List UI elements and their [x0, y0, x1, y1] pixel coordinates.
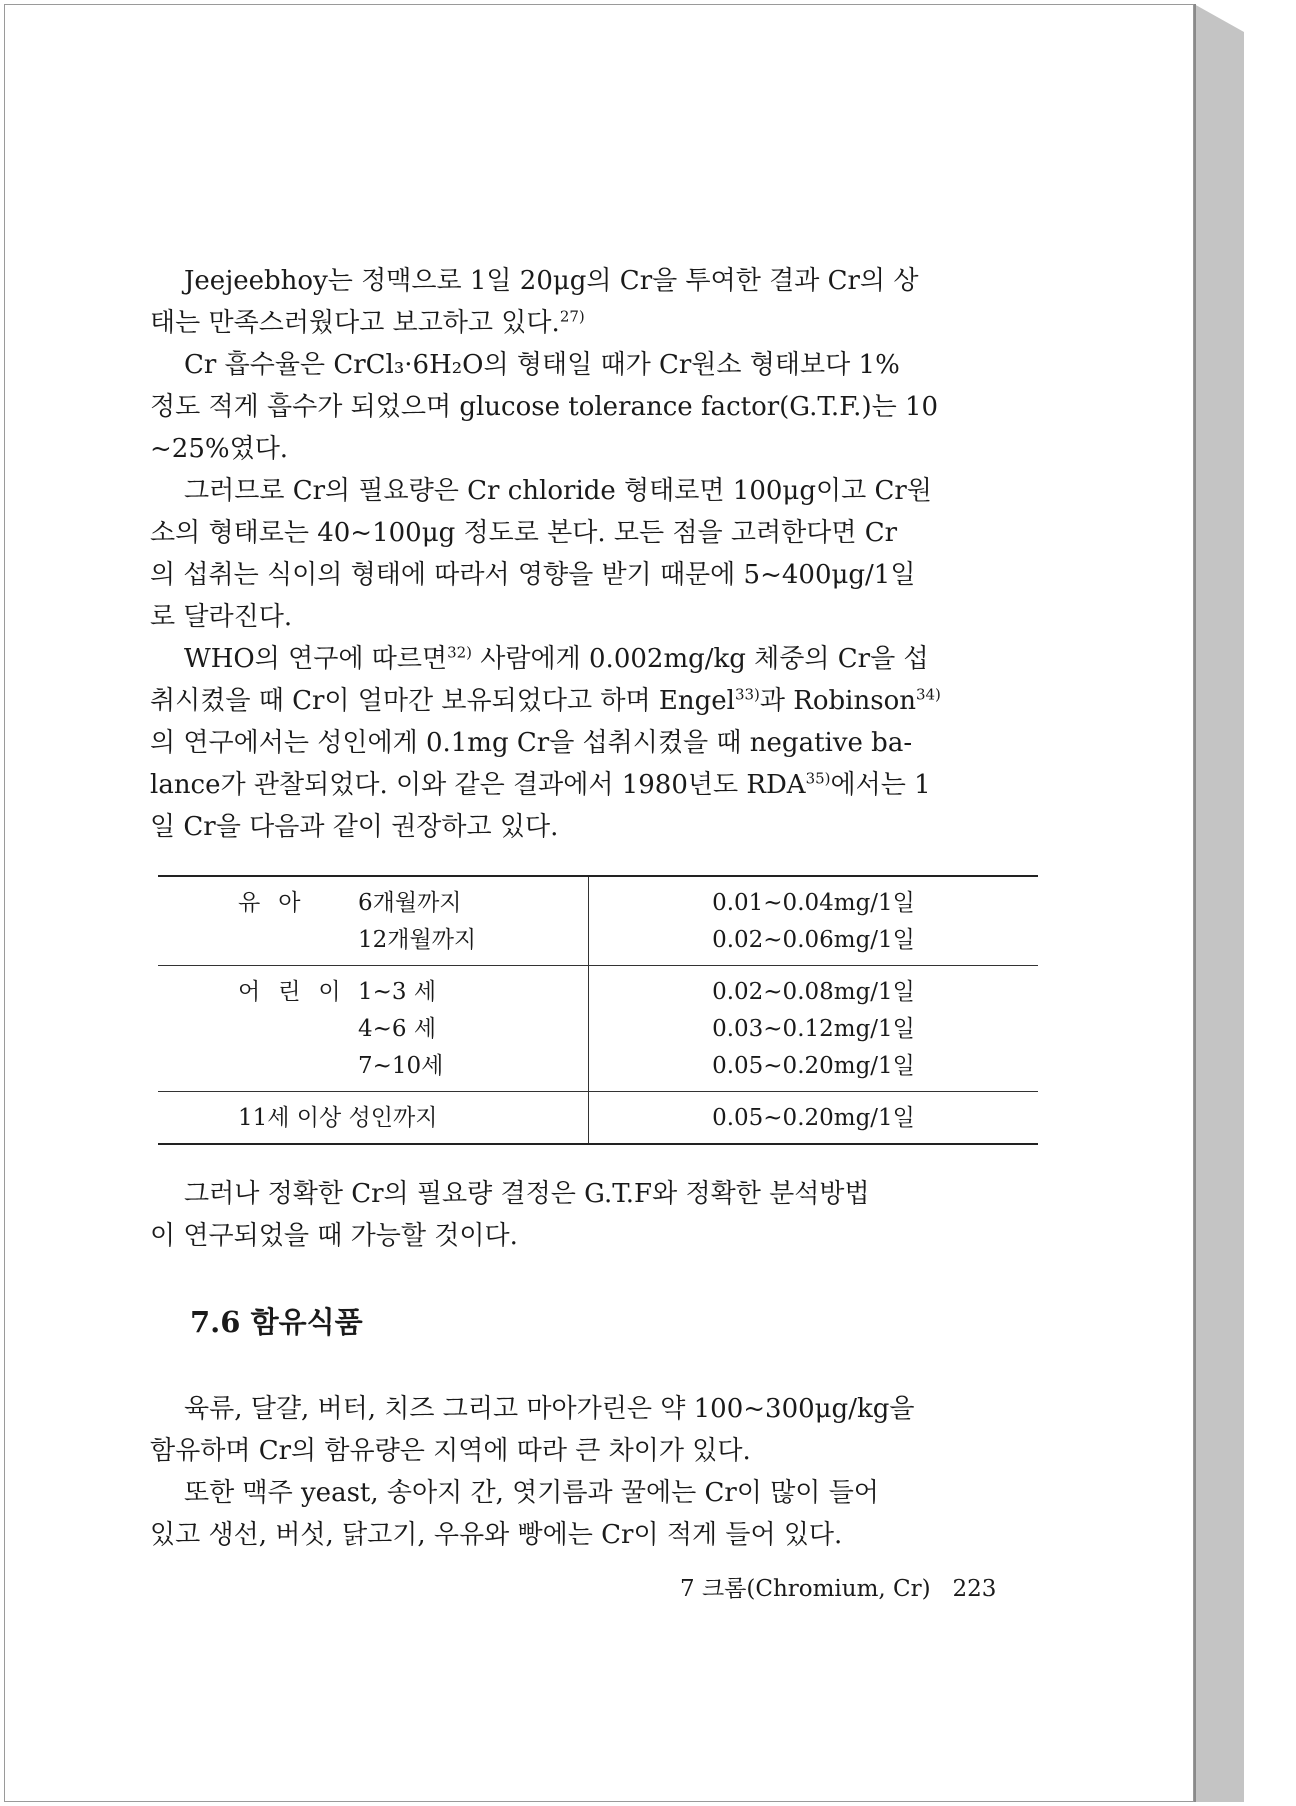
table-right-cell — [589, 877, 1038, 965]
paragraph-who — [150, 638, 1038, 848]
value-label: 0.05~0.20mg/1일 — [712, 1105, 915, 1131]
text-line — [150, 638, 1038, 680]
table-row — [158, 1011, 588, 1048]
table-left-cell — [158, 877, 589, 965]
table-row — [158, 1100, 588, 1137]
value-label: 0.02~0.08mg/1일 — [712, 979, 915, 1005]
category-label: 어린이 — [238, 979, 359, 1005]
text-line: 로 달라진다. — [150, 602, 293, 632]
page-footer — [680, 1570, 996, 1603]
age-label: 12개월까지 — [358, 927, 477, 953]
table-right-cell — [589, 966, 1038, 1091]
table-group-adult — [158, 1092, 1038, 1143]
text-line: 그러나 정확한 Cr의 필요량 결정은 G.T.F와 정확한 분석방법 — [184, 1179, 870, 1209]
rda-table — [158, 875, 1038, 1145]
footnote-ref: 27) — [559, 307, 585, 326]
paragraph-requirement — [150, 470, 1038, 638]
text-line: 그러므로 Cr의 필요량은 Cr chloride 형태로면 100μg이고 Cr원 — [184, 476, 932, 506]
page-edge-shadow — [1194, 4, 1244, 1802]
table-left-cell — [158, 1092, 589, 1143]
text-line: Jeejeebhoy는 정맥으로 1일 20μg의 Cr을 투여한 결과 Cr의 상 — [184, 266, 919, 296]
table-group-child — [158, 966, 1038, 1091]
text-span: 과 Robinson — [759, 686, 916, 716]
age-label: 6개월까지 — [358, 890, 462, 916]
table-row — [158, 885, 588, 922]
age-label: 1~3 세 — [358, 979, 437, 1005]
text-span: 에서는 1 — [830, 770, 931, 800]
paragraph-foods-1 — [150, 1388, 1038, 1472]
text-span: 사람에게 0.002mg/kg 체중의 Cr을 섭 — [472, 644, 929, 674]
body-text-top — [150, 260, 1038, 848]
section-heading — [190, 1300, 363, 1341]
page-number: 223 — [952, 1576, 997, 1602]
page-edge-line — [1194, 4, 1196, 1802]
paragraph-absorption — [150, 344, 1038, 470]
table-row — [158, 1048, 588, 1085]
table-right-cell — [589, 1092, 1038, 1143]
table-rule — [158, 1143, 1038, 1145]
text-line: 이 연구되었을 때 가능할 것이다. — [150, 1221, 518, 1251]
footnote-ref: 34) — [915, 685, 941, 704]
value-label: 0.03~0.12mg/1일 — [712, 1016, 915, 1042]
table-row — [158, 974, 588, 1011]
text-line: 의 연구에서는 성인에게 0.1mg Cr을 섭취시켰을 때 negative ba- — [150, 728, 913, 758]
paragraph-foods-2 — [150, 1472, 1038, 1556]
text-line: 정도 적게 흡수가 되었으며 glucose tolerance factor(G.T.F.)는 10 — [150, 392, 939, 422]
value-label: 0.02~0.06mg/1일 — [712, 927, 915, 953]
body-text-bottom — [150, 1388, 1038, 1556]
footnote-ref: 32) — [447, 643, 473, 662]
text-line — [150, 302, 1038, 344]
section-number: 7.6 — [190, 1305, 241, 1339]
age-label: 11세 이상 성인까지 — [238, 1105, 438, 1131]
chapter-label: 7 크롬(Chromium, Cr) — [680, 1576, 931, 1602]
body-text-after-table — [150, 1173, 1038, 1257]
text-span: 태는 만족스러웠다고 보고하고 있다. — [150, 308, 560, 338]
table-left-cell — [158, 966, 589, 1091]
age-label: 4~6 세 — [358, 1016, 437, 1042]
text-line: 함유하며 Cr의 함유량은 지역에 따라 큰 차이가 있다. — [150, 1436, 751, 1466]
table-row — [158, 922, 588, 959]
text-line — [150, 764, 1038, 806]
table-group-infant — [158, 877, 1038, 965]
text-line — [150, 680, 1038, 722]
value-label: 0.01~0.04mg/1일 — [712, 890, 915, 916]
paragraph-jeejeebhoy — [150, 260, 1038, 344]
text-line: 의 섭취는 식이의 형태에 따라서 영향을 받기 때문에 5~400μg/1일 — [150, 560, 916, 590]
text-line: 육류, 달걀, 버터, 치즈 그리고 마아가린은 약 100~300μg/kg을 — [184, 1394, 915, 1424]
age-label: 7~10세 — [358, 1053, 444, 1079]
value-label: 0.05~0.20mg/1일 — [712, 1053, 915, 1079]
text-line: ~25%였다. — [150, 434, 289, 464]
text-line: 소의 형태로는 40~100μg 정도로 본다. 모든 점을 고려한다면 Cr — [150, 518, 898, 548]
footnote-ref: 33) — [734, 685, 760, 704]
footnote-ref: 35) — [805, 769, 831, 788]
text-span: 취시켰을 때 Cr이 얼마간 보유되었다고 하며 Engel — [150, 686, 735, 716]
section-title: 함유식품 — [250, 1305, 363, 1339]
text-span: lance가 관찰되었다. 이와 같은 결과에서 1980년도 RDA — [150, 770, 806, 800]
text-line: 일 Cr을 다음과 같이 권장하고 있다. — [150, 812, 559, 842]
text-line: 있고 생선, 버섯, 닭고기, 우유와 빵에는 Cr이 적게 들어 있다. — [150, 1520, 843, 1550]
text-span: WHO의 연구에 따르면 — [184, 644, 448, 674]
paragraph-conclusion — [150, 1173, 1038, 1257]
text-line: Cr 흡수율은 CrCl₃·6H₂O의 형태일 때가 Cr원소 형태보다 1% — [184, 350, 900, 380]
category-label: 유아 — [238, 890, 319, 916]
text-line: 또한 맥주 yeast, 송아지 간, 엿기름과 꿀에는 Cr이 많이 들어 — [184, 1478, 879, 1508]
